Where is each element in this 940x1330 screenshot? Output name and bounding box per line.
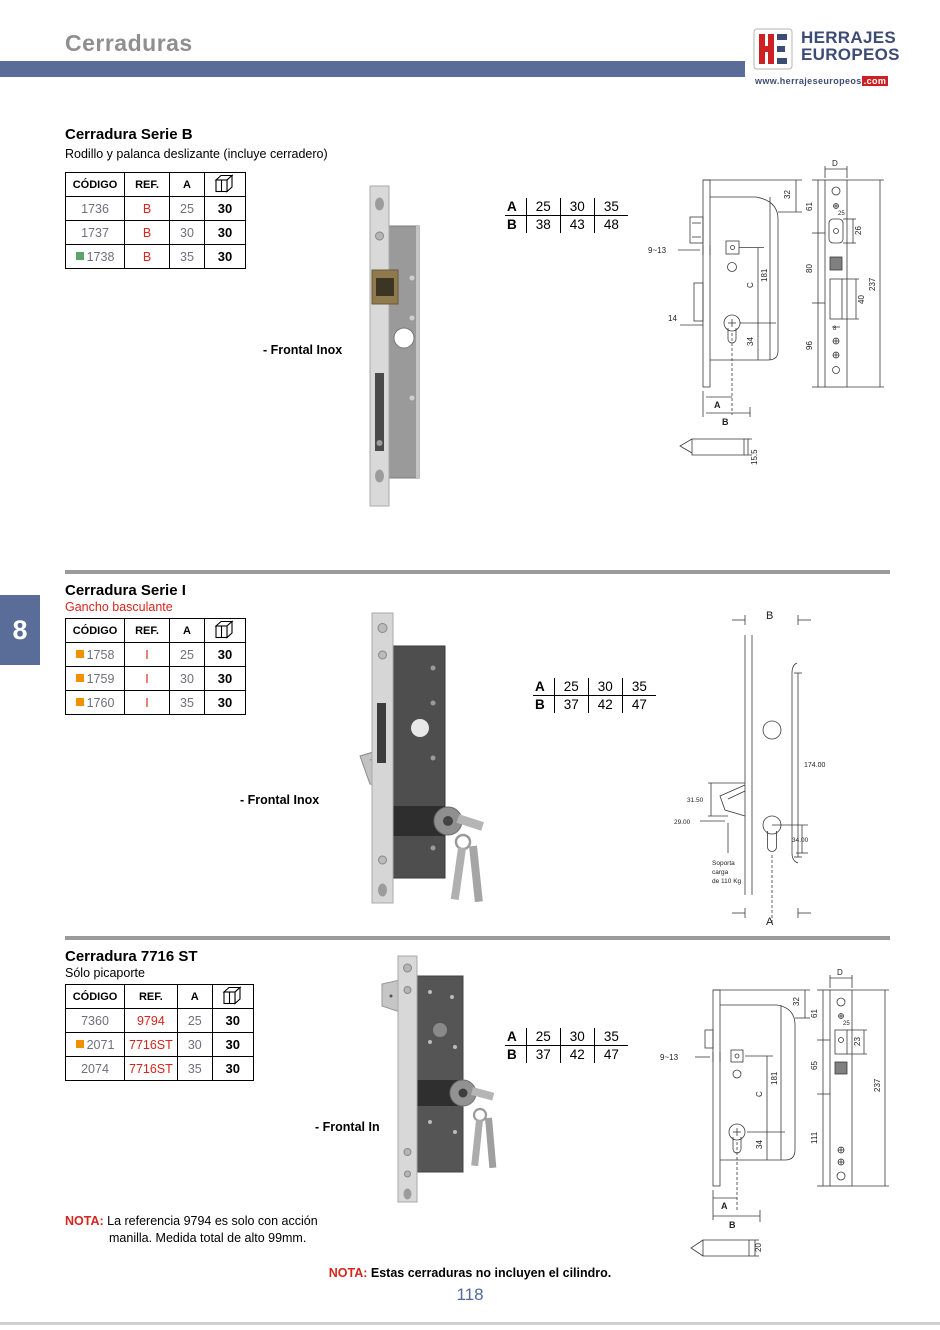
table-row [66,1009,254,1033]
section3-title: Cerradura 7716 ST [65,948,198,965]
product-photo-serie-i [330,608,500,913]
ref-cell: 9794 [125,1009,178,1033]
ab-value: 42 [588,696,622,714]
ab-row-b [505,216,628,234]
section1-product-table [65,172,246,269]
codigo-cell: 2074 [66,1057,125,1081]
table-row [66,1057,254,1081]
qty-cell: 30 [205,667,246,691]
ab-value: 25 [526,1028,560,1046]
table-row [66,1033,254,1057]
dim-label: 25 [843,1021,850,1027]
col-a: A [170,173,205,197]
table-header-row [66,173,246,197]
footer-note [0,1266,940,1280]
table-row [66,643,246,667]
ab-value: 47 [594,1046,628,1064]
dim-label: 34 [755,1140,764,1149]
drawing-note-line: carga [712,869,729,876]
table-row [66,667,246,691]
dim-label: A [766,916,774,928]
dim-label: 111 [810,1131,819,1144]
ab-value: 35 [594,198,628,216]
ab-row-b [505,1046,628,1064]
table-header-row [66,985,254,1009]
ab-value: 25 [554,678,588,696]
dim-label: C [746,282,755,288]
row-marker [76,1040,84,1048]
ab-value: 30 [588,678,622,696]
table-row [66,197,246,221]
codigo-cell: 1736 [66,197,125,221]
ab-label-a: A [533,678,554,696]
dim-label: 25 [838,211,845,217]
ab-value: 35 [594,1028,628,1046]
a-cell: 30 [170,221,205,245]
dim-label: 181 [770,1071,779,1085]
section2-ab-table [533,678,656,713]
row-marker [76,252,84,260]
col-qty-box [205,173,246,197]
ref-cell: B [125,245,170,269]
col-ref: REF. [125,173,170,197]
col-a: A [177,985,212,1009]
dim-label: 61 [810,1009,819,1018]
qty-cell: 30 [212,1009,253,1033]
section3-product-table [65,984,254,1081]
codigo-cell: 1738 [66,245,125,269]
dim-label: 34 [746,337,755,346]
dim-label: 20 [754,1243,763,1252]
col-codigo: CÓDIGO [66,985,125,1009]
ref-cell: I [125,643,170,667]
ref-cell: B [125,221,170,245]
dim-label: C [755,1091,764,1097]
codigo-cell: 7360 [66,1009,125,1033]
website [755,76,888,86]
qty-cell: 30 [212,1057,253,1081]
dim-label: 23 [853,1037,862,1046]
ab-value: 43 [560,216,594,234]
a-cell: 25 [177,1009,212,1033]
ab-row-b [533,696,656,714]
page-number: 118 [456,1285,484,1304]
ref-cell: I [125,667,170,691]
ab-row-a [533,678,656,696]
col-a: A [170,619,205,643]
codigo-cell: 1760 [66,691,125,715]
ab-label-a: A [505,1028,526,1046]
codigo-cell: 1758 [66,643,125,667]
ab-value: 37 [526,1046,560,1064]
dim-label: 8 [833,326,837,332]
codigo-cell: 1737 [66,221,125,245]
a-cell: 30 [177,1033,212,1057]
dim-label: 181 [760,268,769,282]
ab-label-b: B [507,217,517,232]
nota-line2: manilla. Medida total de alto 99mm. [109,1230,307,1245]
chapter-tab: 8 [0,595,40,665]
product-photo-serie-b [330,178,460,513]
dim-label: 9~13 [660,1053,679,1062]
a-cell: 30 [170,667,205,691]
col-ref: REF. [125,985,178,1009]
codigo-cell: 2071 [66,1033,125,1057]
a-cell: 35 [170,245,205,269]
section1-ab-table [505,198,628,233]
dim-label: A [721,1201,728,1211]
section1-subtitle: Rodillo y palanca deslizante (incluye cerradero) [65,147,328,161]
dim-label: D [832,159,838,168]
row-marker [76,698,84,706]
qty-cell: 30 [205,221,246,245]
ab-value: 47 [622,696,656,714]
col-codigo: CÓDIGO [66,173,125,197]
section2-subtitle: Gancho basculante [65,600,173,614]
section3-subtitle: Sólo picaporte [65,966,145,980]
brand-line2: EUROPEOS [801,45,900,65]
section3-ab-table [505,1028,628,1063]
a-cell: 35 [177,1057,212,1081]
dim-label: 174.00 [804,762,826,769]
brand-line1: HERRAJES [801,28,896,47]
col-codigo: CÓDIGO [66,619,125,643]
qty-cell: 30 [205,643,246,667]
dim-label: D [837,968,843,977]
qty-cell: 30 [205,245,246,269]
dim-label: B [729,1220,736,1230]
ab-value: 25 [526,198,560,216]
codigo-cell: 1759 [66,667,125,691]
ab-label-b: B [535,697,545,712]
brand-name [801,29,900,64]
website-text: www.herrajeseuropeos [755,76,862,86]
ref-cell: I [125,691,170,715]
dim-label: 40 [857,295,866,304]
page-title: Cerraduras [65,30,193,56]
section-divider [65,936,890,940]
dim-label: 9~13 [648,246,667,255]
dim-label: 15.5 [750,449,759,465]
a-cell: 35 [170,691,205,715]
photo-label: - Frontal Inox [240,793,320,807]
footer-nota-prefix: NOTA: [328,1266,368,1280]
qty-cell: 30 [212,1033,253,1057]
tech-drawing-serie-i [670,595,920,940]
ab-row-a [505,1028,628,1046]
ab-label-b: B [507,1047,517,1062]
section2-title: Cerradura Serie I [65,582,186,599]
ab-value: 35 [622,678,656,696]
bottom-rule [0,1322,940,1325]
photo-label: - Frontal Inox [263,343,343,357]
ab-value: 30 [560,198,594,216]
dim-label: 31.50 [687,797,704,804]
website-tld: .com [863,76,887,86]
section3-note [65,1213,405,1247]
product-photo-7716st [360,952,520,1214]
box-icon [222,986,244,1005]
ab-label-a: A [505,198,526,216]
ab-row-a [505,198,628,216]
box-icon [214,174,236,193]
tech-drawing-serie-b [640,155,940,505]
dim-label: 61 [805,202,814,211]
ab-value: 30 [560,1028,594,1046]
qty-cell: 30 [205,197,246,221]
dim-label: B [722,417,729,427]
a-cell: 25 [170,197,205,221]
section2-product-table [65,618,246,715]
table-header-row [66,619,246,643]
dim-label: 237 [868,277,877,291]
dim-label: 34.00 [792,837,809,844]
photo-label: - Frontal In [315,1120,380,1134]
qty-cell: 30 [205,691,246,715]
dim-label: 65 [810,1061,819,1070]
ab-value: 42 [560,1046,594,1064]
table-row [66,245,246,269]
box-icon [214,620,236,639]
dim-label: 96 [805,341,814,350]
table-row [66,691,246,715]
dim-label: 237 [873,1078,882,1092]
nota-line1: La referencia 9794 es solo con acción [107,1214,318,1228]
dim-label: B [766,610,774,622]
tech-drawing-7716st [655,950,920,1280]
dim-label: 29.00 [674,819,691,826]
section1-title: Cerradura Serie B [65,126,193,143]
logo-icon [753,28,793,70]
ref-cell: 7716ST [125,1033,178,1057]
ab-value: 48 [594,216,628,234]
header-accent-bar [0,61,745,77]
dim-label: A [714,400,721,410]
row-marker [76,650,84,658]
a-cell: 25 [170,643,205,667]
ref-cell: 7716ST [125,1057,178,1081]
section-divider [65,570,890,574]
ab-value: 38 [526,216,560,234]
drawing-note-line: de 110 Kg [712,878,742,885]
col-qty-box [205,619,246,643]
ab-value: 37 [554,696,588,714]
col-qty-box [212,985,253,1009]
ref-cell: B [125,197,170,221]
dim-label: 14 [668,314,677,323]
drawing-note-line: Soporta [712,860,735,867]
nota-prefix: NOTA: [65,1214,104,1228]
row-marker [76,674,84,682]
col-ref: REF. [125,619,170,643]
dim-label: 32 [783,190,792,199]
footer-nota-text: Estas cerraduras no incluyen el cilindro. [370,1266,612,1280]
dim-label: 80 [805,264,814,273]
table-row [66,221,246,245]
dim-label: 26 [854,226,863,235]
dim-label: 32 [792,997,801,1006]
